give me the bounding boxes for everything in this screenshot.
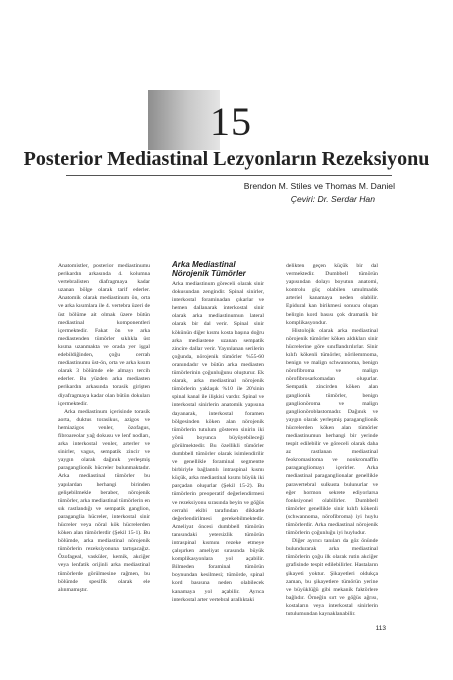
translator-line: Çeviri: Dr. Serdar Han <box>290 194 375 204</box>
section-heading: Arka Mediastinal Nörojenik Tümörler <box>172 260 246 278</box>
paragraph: Arka mediastinum içerisinde torasik aorta, duktus torasikus, azigos ve hemiazigos venler, özofagus, fibroareolar yağ dokusu ve lenf nodları, arka interkostal venler, arterler ve sinirler, vagus, sempatik zincir ve yaygın olarak dağınık yerleşmiş paraganglionik hücreler bulunmaktadır. Arka mediastinal tümörler bu yapılardan herhangi birinden gelişebilmekle beraber, nörojenik tümörler, arka mediastinal tümörlerin en sık rastlandığı ve sempatik ganglion, paraganglia hücreler, interkostal sinir hücreler veya nöral kök hücrelerden köken alan tümörlerdir (Şekil 15-1). Bu bölümde, arka mediastinal nörojenik tümörlerin rezeksiyonuna tartışacağız. Özofageal, vasküler, kemik, akciğer veya lenfatik orijinli arka mediastinal tümörlerde görülmesine rağmen, bu bölümde spesifik olarak ele alınmamıştır. <box>58 408 150 593</box>
authors-line: Brendon M. Stiles ve Thomas M. Daniel <box>243 181 395 191</box>
paragraph: Anatomistler, posterior mediastinumu perikardın arkasında 4. kolumna vertebralisten diafragmaya kadar uzanan bölge olarak tarif ederler. Anatomik olarak mediastinum ön, orta ve arka kısımlara ile 4. vertebra üzeri de üst bölüme ait olmak üzere bütün mediastinal komponentleri içermektedir. Fakat ön ve arka mediastenden tümörler sıklıkla üst kısma uzanmakta ve orada yer işgal edebildiğinden, çoğu cerrah mediastinumu üst-ön, orta ve arka kısım olarak 3 bölümde ele almayı tercih ederler. Bu yüzden arka mediasten perikardın arkasında torasik girişten diyafragmaya kadar olan bütün dokuları içermektedir. <box>58 263 150 407</box>
right-text-column <box>286 262 378 640</box>
paragraph: Diğer ayırıcı tanıları da göz önünde bulundurarak arka mediastinal tümörlerin çoğu ilk olarak rutin akciğer grafisinde tespit edilebilirler. Hastaların şikayeti yoktur. Şikayetleri oldukça zaman, bu şikayetlere tümörün yerine ve büyüklüğü gibi mekanik faktörlere bağlıdır. Örneğin sırt ve göğüs ağrısı, kostaların veya interkostal sinirlerin tutulumundan kaynaklanabilir. <box>286 538 378 618</box>
left-text-column <box>58 262 150 640</box>
chapter-number: 15 <box>210 99 252 144</box>
paragraph: Histolojik olarak arka mediastinal nörojenik tümörler köken aldıkları sinir hücrelerine göre sınıflandırılırlar. Sinir kılıfı kökenli tümörler, nörilemmoma, benign ve malign schwannoma, benign nörofibroma ve malign nörofibrosarkomadan oluşurlar. Sempatik zincirden köken alan ganglionik tümörler, benign ganglionöroma ve malign ganglionöroblastomadır. Dağınık ve yaygın olarak yerleşmiş paraganglionik hücrelerden köken alan tümörler mediastinumun herhangi bir yerinde tespit edilebilir ve göreceli olarak daha az rastlanan mediastinal feokromasitoma ve nonkromaffin paragangliomayı içerirler. Arka mediastinal paraganglionalar genellikle paravertebral sulkusta bulunurlar ve eğer hormon sekrete ediyorlarsa fonksiyonel olabilirler. Dumbbell tümörler genellikle sinir kılıfı kökenli (schwannoma, nörofibroma) iyi huylu tümörlerdir. Arka mediastinal nörojenik tümörlerin çoğunluğu iyi huyludur. <box>286 327 378 537</box>
paragraph: delikten geçen küçük bir dal vermektedir. Dumbbell tümörün yapısından dolayı boyutun anatomi, kontrolu güç olabilen umulmadık arteriel kanamaya neden olabilir. Epidural kan birikmesi sonucu oluşan belirgin kord basısı çok dramatik bir komplikasyondur. <box>286 263 378 326</box>
page-number: 113 <box>375 625 386 632</box>
paragraph: Arka mediastinum göreceli olarak sinir dokusundan zengindir. Spinal sinirler, interkostal foraminadan çıkarlar ve hemen dallanarak interkostal sinir olarak arka mediastinumun lateral olarak bir dal verir. Spinal sinir kökünün diğer kısmı kosta başına doğru arka mediastene uzanan sempatik zincire dallar verir. Yayınlanan serilerin çoğunda, nörojenik tümörler %55-60 oranındadır ve bütün arka mediasten tümörlerinin çoğunluğunu oluşturur. Ek olarak, arka mediastinal nörojenik tümörlerin yaklaşık %10 ile 20'sinin spinal kanal ile ilişkisi vardır. Spinal ve interkostal sinirlerin anatomik yapısına dayanarak, interkostal foramen bölgesinden köken alan nörojenik tümörlerin tutulum gösteren sinirin iki yönü boyunca büyüyebileceği görülmektedir. Bu özellikli tümörler dumbbell tümörler olarak isimlendirilir ve genellikle foraminal segmentte birbiriyle bağlantılı intraspinal kısmı küçük, arka mediastinal kısmı büyük iki parçadan oluşurlar (Şekil 15-2). Bu tümörlerin preoperatif değerlendirmesi ve rezeksiyonu sırasında beyin ve göğüs cerrahi ekibi tarafından dikkatle değerlendirilmesi gerekebilmektedir. Ameliyat öncesi dumbbell tümörün tanısındaki yetersizlik tümörün intraspinal kısmını rezeke etmeye çalışırken ameliyat sırasında büyük komplikasyonlara yol açabilir. Bilmeden foraminal tümörün boynundan kesilmesi; tümörde, spinal kord basısına neden olabilecek kanamaya yol açabilir. Ayrıca interkostal arter vertebral arallıktaki <box>172 281 264 603</box>
middle-text-column <box>172 280 264 640</box>
chapter-title: Posterior Mediastinal Lezyonların Rezeksiyonu <box>23 148 430 170</box>
title-divider <box>66 175 392 176</box>
